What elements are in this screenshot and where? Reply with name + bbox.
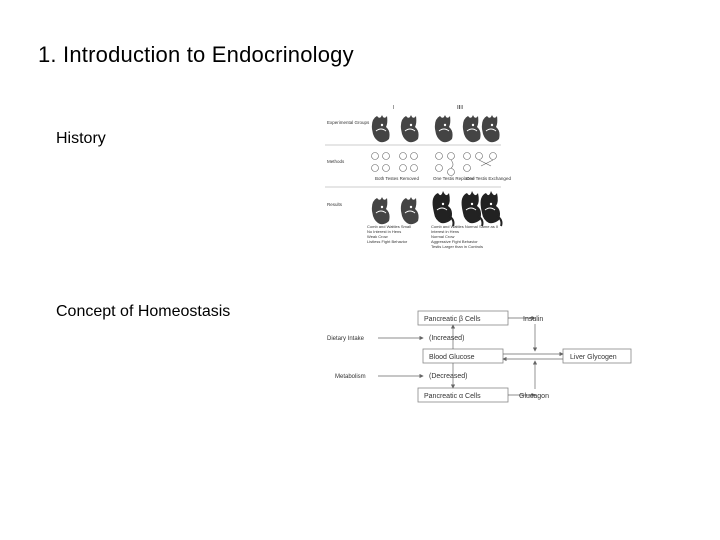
result-2-4: Aggressive Fight Behavior (431, 239, 478, 244)
rooster-icon (372, 115, 390, 142)
dietary-intake-label: Dietary Intake (327, 336, 365, 342)
results-col-1 (367, 224, 412, 244)
rooster-icon (435, 115, 453, 142)
result-1-4: Listless Fight Behavior (367, 239, 408, 244)
rooster-icon (433, 191, 454, 226)
beta-cells-label: Pancreatic β Cells (424, 316, 481, 323)
bullet-history: History (56, 130, 106, 147)
result-2-2: Interest in Hens (431, 229, 460, 234)
slide-title: 1. Introduction to Endocrinology (38, 42, 354, 67)
result-3-1: Same as II (479, 224, 499, 229)
group-label-3: III (459, 105, 464, 111)
result-1-2: No Interest in Hens (367, 229, 402, 234)
liver-glycogen-label: Liver Glycogen (570, 354, 617, 361)
row-label-methods: Methods (327, 159, 345, 164)
method-3: One Testis Exchanged (466, 176, 511, 181)
results-col-2 (431, 224, 483, 249)
methods-testes-icons (372, 153, 497, 176)
result-1-1: Comb and Wattles Small (367, 224, 411, 229)
row-label-results: Results (327, 202, 343, 207)
metabolism-label: Metabolism (335, 374, 366, 380)
result-2-5: Testis Larger than in Controls (431, 244, 484, 249)
glucose-homeostasis-diagram (323, 303, 643, 408)
rooster-icon (482, 115, 500, 142)
alpha-cells-label: Pancreatic α Cells (424, 393, 481, 400)
decreased-label: (Decreased) (429, 373, 468, 380)
rooster-icon (401, 197, 419, 224)
blood-glucose-label: Blood Glucose (429, 354, 475, 361)
method-2: One Testis Replaced (433, 176, 475, 181)
result-2-3: Normal Crow (431, 234, 455, 239)
glucagon-label: Glucagon (519, 393, 549, 400)
group-label-1: I (393, 105, 395, 111)
bullet-homeostasis: Concept of Homeostasis (56, 303, 231, 320)
result-2-1: Comb and Wattles Normal (431, 224, 478, 229)
group-label-2: II (457, 105, 460, 111)
row-label-groups: Experimental Groups (327, 120, 370, 125)
method-1: Both Testes Removed (375, 176, 419, 181)
results-col-3 (479, 224, 498, 229)
rooster-icon (401, 115, 419, 142)
rooster-icon (481, 191, 502, 226)
result-1-3: Weak Crow (367, 234, 388, 239)
rooster-icon (372, 197, 390, 224)
insulin-label: Insulin (523, 316, 544, 323)
rooster-icon (463, 115, 481, 142)
berthold-experiment-figure (323, 100, 511, 255)
increased-label: (Increased) (429, 335, 465, 342)
rooster-icon (462, 191, 483, 226)
